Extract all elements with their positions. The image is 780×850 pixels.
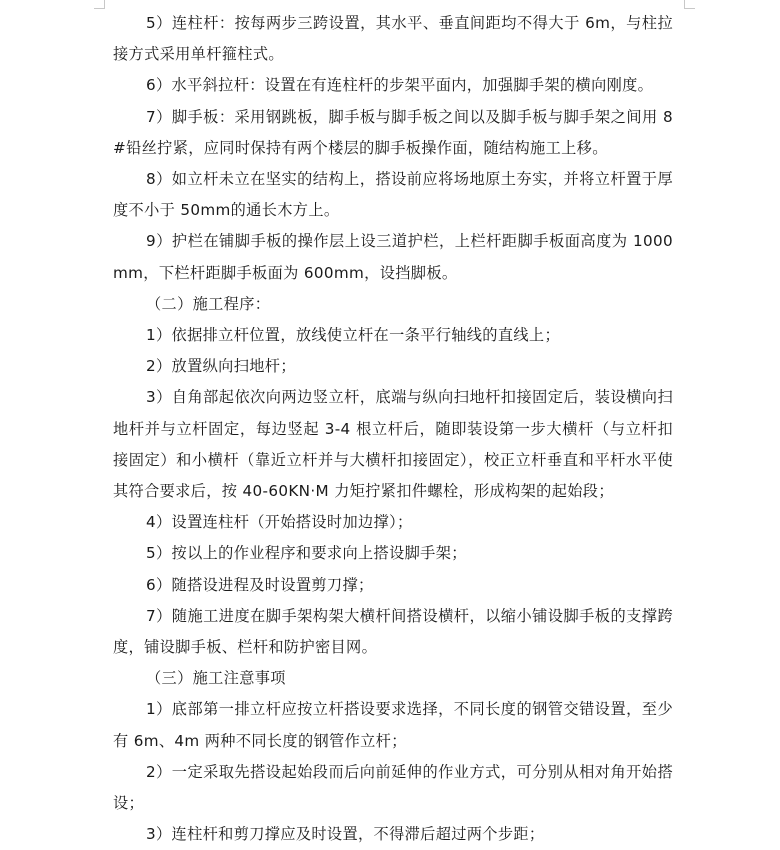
paragraph-procedure-4: 4）设置连柱杆（开始搭设时加边撑）； <box>146 513 413 532</box>
paragraph-precaution-1: 1）底部第一排立杆应按立杆搭设要求选择，不同长度的钢管交错设置，至少有 6m、4m 两种不同长度的钢管作立杆； <box>113 700 673 750</box>
paragraph-precaution-3: 3）连柱杆和剪刀撑应及时设置，不得滞后超过两个步距； <box>146 825 545 844</box>
paragraph-procedure-2: 2）放置纵向扫地杆； <box>146 357 296 376</box>
section-heading-precautions: （三）施工注意事项 <box>146 669 286 688</box>
paragraph-procedure-1: 1）依据排立杆位置，放线使立杆在一条平行轴线的直线上； <box>146 326 560 345</box>
paragraph-procedure-7: 7）随施工进度在脚手架构架大横杆间搭设横杆，以缩小铺设脚手板的支撑跨度，铺设脚手板、栏杆和防护密目网。 <box>113 606 673 657</box>
paragraph-scaffold-board: 7）脚手板：采用钢跳板，脚手板与脚手板之间以及脚手板与脚手架之间用 8#铅丝拧紧，应同时保持有两个楼层的脚手板操作面，随结构施工上移。 <box>113 107 673 157</box>
paragraph-connecting-rod: 5）连柱杆：按每两步三跨设置，其水平、垂直间距均不得大于 6m，与柱拉接方式采用单杆箍柱式。 <box>113 14 673 64</box>
paragraph-guardrail: 9）护栏在铺脚手板的操作层上设三道护栏，上栏杆距脚手板面高度为 1000mm，下栏杆距脚手板面为 600mm，设挡脚板。 <box>113 232 673 282</box>
paragraph-pole-foundation: 8）如立杆未立在坚实的结构上，搭设前应将场地原土夯实，并将立杆置于厚度不小于 50mm的通长木方上。 <box>113 170 673 220</box>
paragraph-procedure-6: 6）随搭设进程及时设置剪刀撑； <box>146 575 374 594</box>
paragraph-precaution-2: 2）一定采取先搭设起始段而后向前延伸的作业方式，可分别从相对角开始搭设； <box>113 762 673 813</box>
paragraph-horizontal-diagonal: 6）水平斜拉杆：设置在有连柱杆的步架平面内，加强脚手架的横向刚度。 <box>146 76 654 95</box>
section-heading-procedure: （二）施工程序： <box>146 294 271 313</box>
page-corner-mark-right <box>684 0 695 9</box>
page-corner-mark-left <box>94 0 105 9</box>
paragraph-procedure-3: 3）自角部起依次向两边竖立杆，底端与纵向扫地杆扣接固定后，装设横向扫地杆并与立杆固定，每边竖起 3-4 根立杆后，随即装设第一步大横杆（与立杆扣接固定）和小横杆（靠近立杆并与大横杆扣接固定），校正立杆垂直和平杆水平使其符合要求后，按 40-60KN·M 力矩拧紧扣件螺栓，形成构架的起始段； <box>113 388 673 501</box>
document-body[interactable] <box>113 8 673 850</box>
paragraph-procedure-5: 5）按以上的作业程序和要求向上搭设脚手架； <box>146 544 467 563</box>
